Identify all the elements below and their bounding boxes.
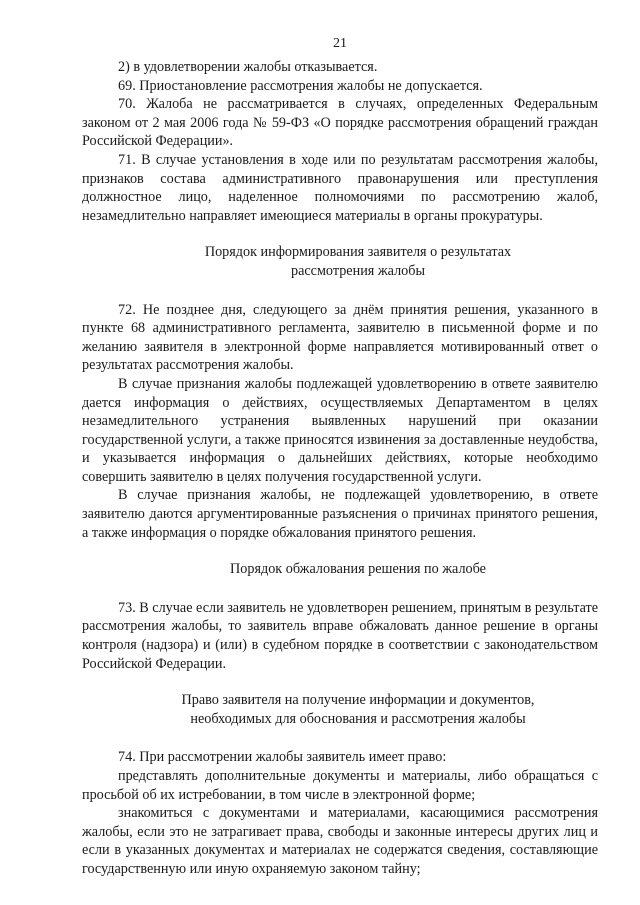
- paragraph: 2) в удовлетворении жалобы отказывается.: [118, 59, 378, 75]
- paragraph: знакомиться с документами и материалами, касающимися рассмотрения жалобы, если это не затрагивает права, свободы и законные интересы других лиц и если в указанных документах и материалах не содержатся сведения, составляющие государственную или иную охраняемую законом тайну;: [82, 805, 598, 877]
- paragraph: 73. В случае если заявитель не удовлетворен решением, принятым в результате рассмотрения жалобы, то заявитель вправе обжаловать данное решение в органы контроля (надзора) и (или) в судебном порядке в соответствии с законодательством Российской Федерации.: [82, 599, 598, 672]
- heading-line: необходимых для обоснования и рассмотрения жалобы: [190, 710, 526, 727]
- paragraph: 71. В случае установления в ходе или по результатам рассмотрения жалобы, признаков состава административного правонарушения или преступления должностное лицо, наделенное полномочиями по рассмотрению жалоб, незамедлительно направляет имеющиеся материалы в органы прокуратуры.: [82, 151, 598, 224]
- heading-line: Право заявителя на получение информации и документов,: [181, 692, 535, 709]
- heading-line: Порядок обжалования решения по жалобе: [230, 561, 486, 578]
- spacer: [82, 542, 598, 560]
- section-heading: [82, 243, 598, 280]
- paragraph: 72. Не позднее дня, следующего за днём принятия решения, указанного в пункте 68 административного регламента, заявителю в письменной форме и по желанию заявителя в электронной форме направляется мотивированный ответ о результатах рассмотрения жалобы.: [82, 301, 598, 374]
- paragraph: 70. Жалоба не рассматривается в случаях, определенных Федеральным законом от 2 мая 2006 года № 59-ФЗ «О порядке рассмотрения обращений граждан Российской Федерации».: [82, 96, 598, 150]
- page-number: 21: [333, 36, 347, 51]
- paragraph: представлять дополнительные документы и материалы, либо обращаться с просьбой об их истребовании, в том числе в электронной форме;: [82, 768, 598, 803]
- spacer: [82, 673, 598, 691]
- paragraph: В случае признания жалобы, не подлежащей удовлетворению, в ответе заявителю даются аргументированные разъяснения о причинах принятого решения, а также информация о порядке обжалования принятого решения.: [82, 487, 598, 541]
- spacer: [82, 579, 598, 599]
- spacer: [82, 281, 598, 301]
- spacer: [82, 225, 598, 243]
- heading-line: Порядок информирования заявителя о результатах: [204, 244, 512, 261]
- paragraph: В случае признания жалобы подлежащей удовлетворению в ответе заявителю дается информация о действиях, осуществляемых Департаментом в целях незамедлительного устранения выявленных нарушений при оказании государственной услуги, а также приносятся извинения за доставленные неудобства, и указывается информация о дальнейших действиях, которые необходимо совершить заявителю в целях получения государственной услуги.: [82, 375, 598, 485]
- section-heading: [82, 691, 598, 728]
- paragraph: 69. Приостановление рассмотрения жалобы не допускается.: [118, 77, 483, 94]
- heading-line: рассмотрения жалобы: [290, 262, 426, 279]
- paragraph: 74. При рассмотрении жалобы заявитель имеет право:: [118, 749, 447, 766]
- section-heading: [82, 560, 598, 579]
- spacer: [82, 728, 598, 748]
- document-body: [82, 58, 598, 879]
